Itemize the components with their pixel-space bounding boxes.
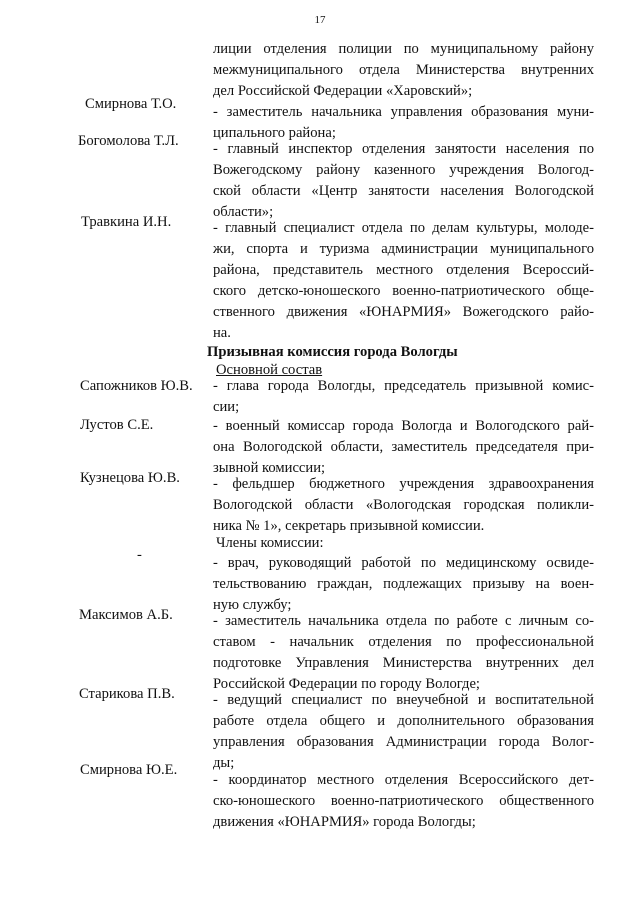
person-name: Кузнецова Ю.В. [80, 470, 180, 486]
text-line: подготовке Управления Министерства внутренних дел [213, 655, 594, 671]
person-name: Смирнова Ю.Е. [80, 762, 178, 778]
text-line: ды; [213, 755, 235, 771]
text-line: ской области «Центр занятости населения Вологодской [213, 183, 594, 199]
text-line: - ведущий специалист по внеучебной и воспитательной [213, 692, 594, 708]
text-line: межмуниципального отдела Министерства внутренних [213, 62, 594, 78]
text-line: области»; [213, 204, 274, 220]
person-name: Лустов С.Е. [80, 417, 154, 433]
text-line: работе отдела общего и дополнительного образования [213, 713, 594, 729]
person-name: - [137, 547, 142, 563]
text-line: управления образования Администрации города Волог- [213, 734, 594, 750]
person-name: Смирнова Т.О. [85, 96, 177, 112]
page-number: 17 [314, 14, 326, 26]
text-line: - глава города Вологды, председатель призывной комис- [213, 378, 594, 394]
text-line: ско-юношеского военно-патриотического общественного [213, 793, 594, 809]
members-label: Члены комиссии: [216, 535, 324, 551]
text-line: ную службу; [213, 597, 292, 613]
text-line: Вожегодскому району казенного учреждения Вологод- [213, 162, 594, 178]
section-title: Призывная комиссия города Вологды [207, 344, 458, 360]
text-line: ципального района; [213, 125, 336, 141]
text-line: движения «ЮНАРМИЯ» города Вологды; [213, 814, 476, 830]
text-line: - фельдшер бюджетного учреждения здравоохранения [213, 476, 594, 492]
text-line: - главный специалист отдела по делам культуры, молоде- [213, 220, 594, 236]
text-line: она Вологодской области, заместитель председателя при- [213, 439, 594, 455]
text-line: ника № 1», секретарь призывной комиссии. [213, 518, 485, 534]
text-line: сии; [213, 399, 240, 415]
person-name: Старикова П.В. [79, 686, 175, 702]
text-line: дел Российской Федерации «Харовский»; [213, 83, 473, 99]
text-line: ского детско-юношеского военно-патриотического обще- [213, 283, 594, 299]
text-line: лиции отделения полиции по муниципальному району [213, 41, 594, 57]
text-line: - заместитель начальника управления образования муни- [213, 104, 594, 120]
person-name: Богомолова Т.Л. [78, 133, 179, 149]
text-line: ставом - начальник отделения по профессиональной [213, 634, 594, 650]
text-line: на. [213, 325, 231, 341]
text-line: района, представитель местного отделения Всероссий- [213, 262, 594, 278]
text-line: - военный комиссар города Вологда и Вологодского рай- [213, 418, 594, 434]
text-line: - врач, руководящий работой по медицинскому освиде- [213, 555, 594, 571]
person-name: Травкина И.Н. [81, 214, 172, 230]
text-line: Российской Федерации по городу Вологде; [213, 676, 480, 692]
person-name: Максимов А.Б. [79, 607, 173, 623]
text-line: - заместитель начальника отдела по работе с личным со- [213, 613, 594, 629]
text-line: зывной комиссии; [213, 460, 326, 476]
text-line: тельствованию граждан, подлежащих призыву на воен- [213, 576, 594, 592]
person-name: Сапожников Ю.В. [80, 378, 193, 394]
text-line: - главный инспектор отделения занятости населения по [213, 141, 594, 157]
text-line: ственного движения «ЮНАРМИЯ» Вожегодского райо- [213, 304, 594, 320]
text-line: Вологодской области «Вологодская городская поликли- [213, 497, 594, 513]
text-line: жи, спорта и туризма администрации муниципального [213, 241, 594, 257]
text-line: - координатор местного отделения Всероссийского дет- [213, 772, 594, 788]
subsection-title: Основной состав [216, 362, 323, 378]
